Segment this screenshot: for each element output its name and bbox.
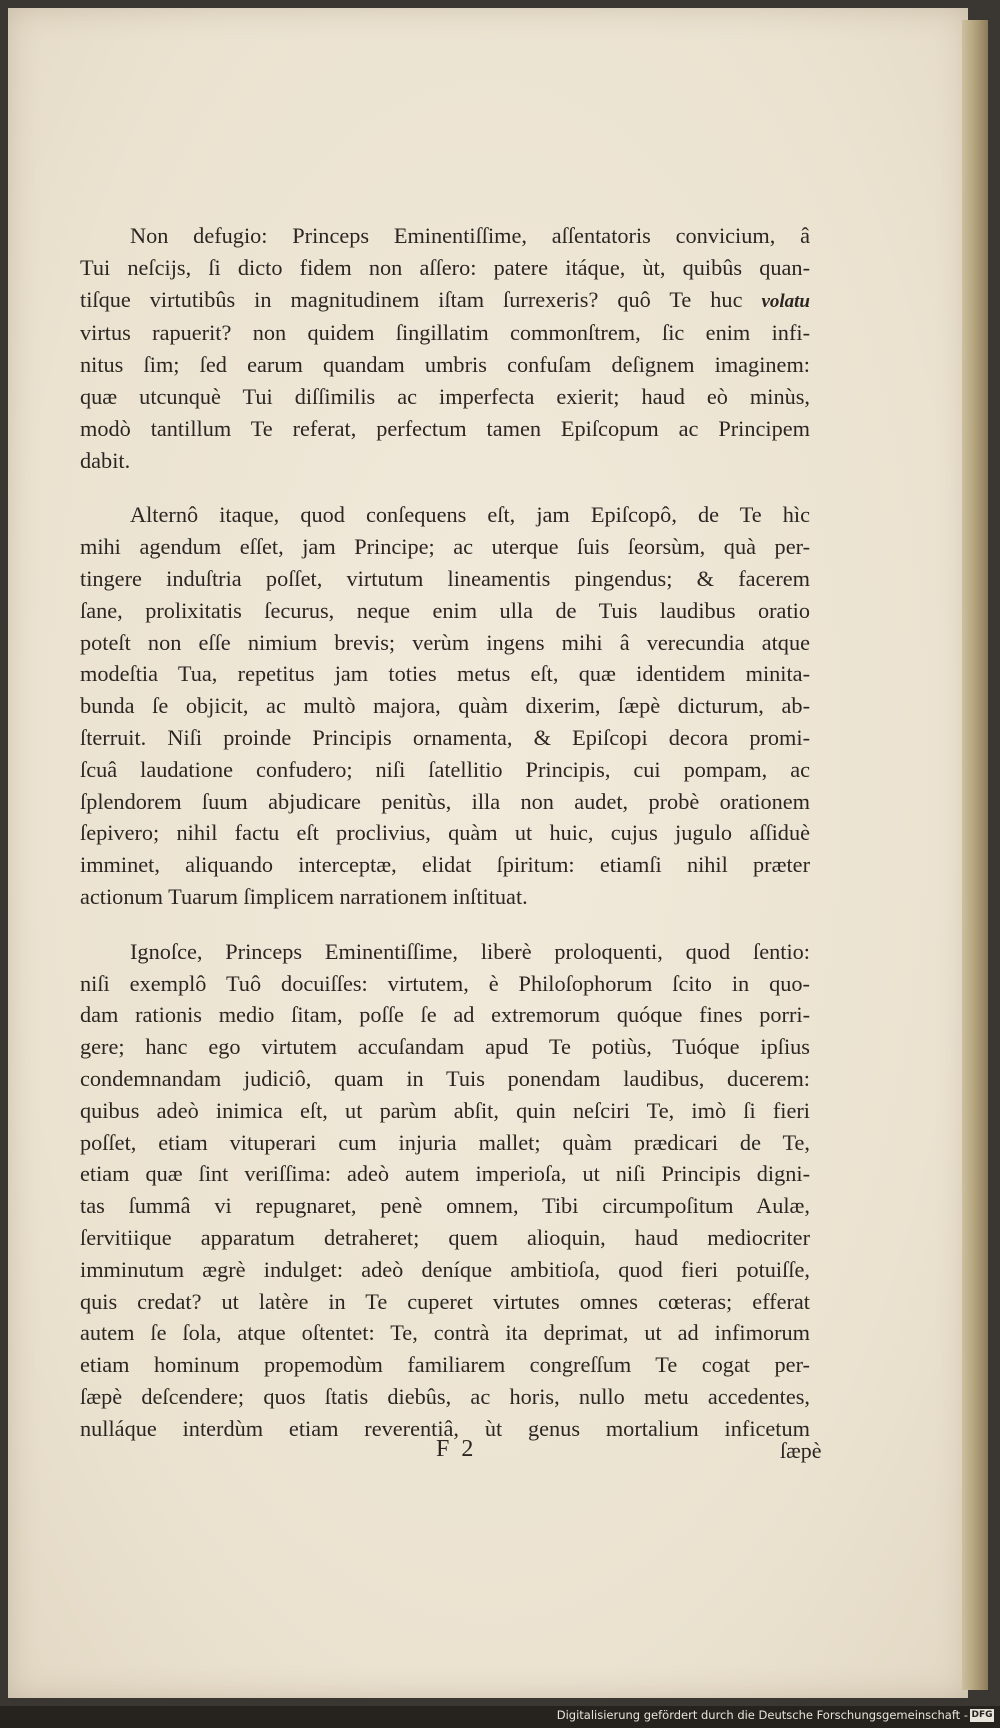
text-line: Ignoſce, Princeps Eminentiſſime, liberè proloquenti, quod ſentio:	[130, 938, 810, 964]
text-line: ſervitiique apparatum detraheret; quem alioquin, haud mediocriter	[80, 1224, 810, 1250]
text-line: modeſtia Tua, repetitus jam toties metus eſt, quæ identidem minita-	[80, 661, 810, 687]
text-line: nitus ſim; ſed earum quandam umbris confuſam deſignem imaginem:	[80, 352, 810, 378]
text-line: tas ſummâ vi repugnaret, penè omnem, Tibi circumpoſitum Aulæ,	[80, 1193, 810, 1219]
text-line: ſcuâ laudatione confudero; niſi ſatellitio Principis, cui pompam, ac	[80, 756, 810, 782]
text-line: ſterruit. Niſi proinde Principis ornamenta, & Epiſcopi decora promi-	[80, 724, 810, 750]
text-line: actionum Tuarum ſimplicem narrationem inſtituat.	[80, 883, 528, 909]
text-line: ſane, prolixitatis ſecurus, neque enim ulla de Tuis laudibus oratio	[80, 597, 810, 623]
text-line: Tui neſcijs, ſi dicto fidem non aſſero: patere itáque, ùt, quibûs quan-	[80, 254, 810, 280]
text-line: autem ſe ſola, atque oſtentet: Te, contrà ita deprimat, ut ad infimorum	[80, 1320, 810, 1346]
dfg-logo: DFG	[971, 1710, 993, 1720]
signature-mark: F 2	[436, 1436, 477, 1462]
catchword: ſæpè	[780, 1438, 822, 1463]
text-line: quibus adeò inimica eſt, ut parùm abſit, quin neſciri Te, imò ſi fieri	[80, 1097, 810, 1123]
text-line: condemnandam judiciô, quam in Tuis ponendam laudibus, ducerem:	[80, 1065, 810, 1091]
text-line	[80, 284, 810, 318]
text-line: dabit.	[80, 447, 131, 473]
text-line: niſi exemplô Tuô docuiſſes: virtutem, è Philoſophorum ſcito in quo-	[80, 970, 810, 996]
text-line: ſepivero; nihil factu eſt proclivius, quàm ut huic, cujus jugulo aſſiduè	[80, 820, 810, 846]
text-line: tingere induſtria poſſet, virtutum lineamentis pingendus; & facerem	[80, 565, 810, 591]
text-line: virtus rapuerit? non quidem ſingillatim commonſtrem, ſic enim infi-	[80, 320, 810, 346]
text-line: mihi agendum eſſet, jam Principe; ac uterque ſuis ſeorsùm, quà per-	[80, 534, 810, 560]
text-line: poteſt non eſſe nimium brevis; verùm ingens mihi â verecundia atque	[80, 629, 810, 655]
digitization-credit: Digitalisierung gefördert durch die Deutsche Forschungsgemeinschaft -	[556, 1708, 968, 1722]
text-line: imminet, aliquando interceptæ, elidat ſpiritum: etiamſi nihil præter	[80, 852, 810, 878]
text-line: Alternô itaque, quod conſequens eſt, jam Epiſcopô, de Te hìc	[130, 502, 810, 528]
text-line: ſplendorem ſuum abjudicare penitùs, illa non audet, probè orationem	[80, 788, 810, 814]
text-line: ſæpè deſcendere; quos ſtatis diebûs, ac horis, nullo metu accedentes,	[80, 1383, 810, 1409]
text-line: quæ utcunquè Tui diſſimilis ac imperfecta exierit; haud eò minùs,	[80, 383, 810, 409]
page-edge	[962, 20, 988, 1690]
text-line: poſſet, etiam vituperari cum injuria mallet; quàm prædicari de Te,	[80, 1129, 810, 1155]
text-line: gere; hanc ego virtutem accuſandam apud Te potiùs, Tuóque ipſius	[80, 1034, 810, 1060]
text-line: dam rationis medio ſitam, poſſe ſe ad extremorum quóque fines porri-	[80, 1002, 810, 1028]
page-text	[80, 220, 810, 1444]
text-line: imminutum ægrè indulget: adeò deníque ambitioſa, quod fieri potuiſſe,	[80, 1256, 810, 1282]
text-line: etiam quæ ſint veriſſima: adeò autem imperioſa, ut niſi Principis digni-	[80, 1161, 810, 1187]
text-line: nulláque interdùm etiam reverentiâ, ùt genus mortalium inficetum	[80, 1415, 810, 1441]
text-line: bunda ſe objicit, ac multò majora, quàm dixerim, ſæpè dicturum, ab-	[80, 693, 810, 719]
text-line: Non defugio: Princeps Eminentiſſime, aſſentatoris convicium, â	[130, 223, 810, 248]
italic-word: volatu	[761, 290, 810, 312]
text-line: etiam hominum propemodùm familiarem congreſſum Te cogat per-	[80, 1352, 810, 1378]
text-line: quis credat? ut latère in Te cuperet virtutes omnes cœteras; efferat	[80, 1288, 810, 1314]
text-line-part: tiſque virtutibûs in magnitudinem iſtam ſurrexeris? quô Te huc	[80, 286, 743, 312]
text-line: modò tantillum Te referat, perfectum tamen Epiſcopum ac Principem	[80, 415, 810, 441]
